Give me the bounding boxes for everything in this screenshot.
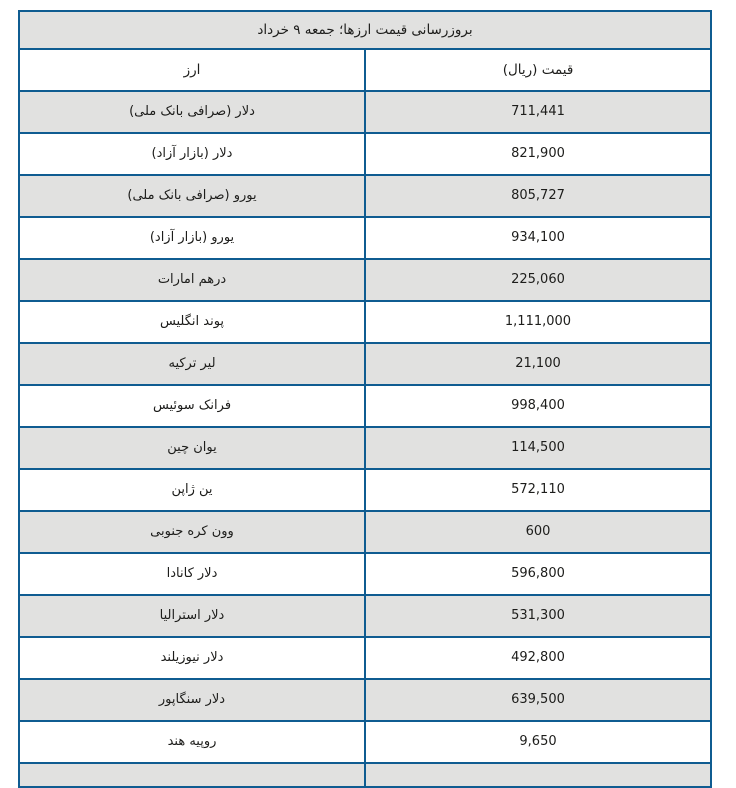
cell-price: 998,400 — [365, 385, 711, 427]
cell-currency-clipped — [19, 763, 365, 787]
table-row — [19, 385, 711, 427]
cell-currency: دلار سنگاپور — [19, 679, 365, 721]
cell-currency: فرانک سوئیس — [19, 385, 365, 427]
cell-price: 492,800 — [365, 637, 711, 679]
cell-currency: درهم امارات — [19, 259, 365, 301]
cell-price: 596,800 — [365, 553, 711, 595]
table-row — [19, 469, 711, 511]
cell-price: 531,300 — [365, 595, 711, 637]
column-header-price: قیمت (ریال) — [365, 49, 711, 91]
table-row — [19, 259, 711, 301]
table-row — [19, 721, 711, 763]
table-title-row — [19, 11, 711, 49]
column-header-currency: ارز — [19, 49, 365, 91]
cell-price: 639,500 — [365, 679, 711, 721]
cell-price: 805,727 — [365, 175, 711, 217]
cell-currency: ین ژاپن — [19, 469, 365, 511]
cell-currency: دلار کانادا — [19, 553, 365, 595]
table-row — [19, 511, 711, 553]
cell-currency: لیر ترکیه — [19, 343, 365, 385]
cell-price: 711,441 — [365, 91, 711, 133]
cell-currency: روپیه هند — [19, 721, 365, 763]
currency-rates-table — [18, 10, 712, 788]
cell-price: 934,100 — [365, 217, 711, 259]
cell-price: 114,500 — [365, 427, 711, 469]
table-row — [19, 217, 711, 259]
table-title: بروزرسانی قیمت ارزها؛ جمعه ۹ خرداد — [19, 11, 711, 49]
cell-currency: یورو (صرافی بانک ملی) — [19, 175, 365, 217]
table-header-row — [19, 49, 711, 91]
cell-currency: دلار نیوزیلند — [19, 637, 365, 679]
table-row — [19, 637, 711, 679]
cell-currency: وون کره جنوبی — [19, 511, 365, 553]
table-row — [19, 175, 711, 217]
table-row-clipped — [19, 763, 711, 787]
cell-price: 572,110 — [365, 469, 711, 511]
table-row — [19, 343, 711, 385]
cell-currency: پوند انگلیس — [19, 301, 365, 343]
cell-price-clipped — [365, 763, 711, 787]
cell-price: 9,650 — [365, 721, 711, 763]
table-body — [19, 11, 711, 787]
cell-currency: یورو (بازار آزاد) — [19, 217, 365, 259]
cell-currency: دلار استرالیا — [19, 595, 365, 637]
table-row — [19, 595, 711, 637]
cell-price: 225,060 — [365, 259, 711, 301]
table-row — [19, 91, 711, 133]
table-row — [19, 553, 711, 595]
table-row — [19, 301, 711, 343]
cell-currency: دلار (بازار آزاد) — [19, 133, 365, 175]
table-row — [19, 133, 711, 175]
table-row — [19, 679, 711, 721]
cell-currency: دلار (صرافی بانک ملی) — [19, 91, 365, 133]
table-row — [19, 427, 711, 469]
cell-price: 21,100 — [365, 343, 711, 385]
cell-price: 821,900 — [365, 133, 711, 175]
cell-currency: یوان چین — [19, 427, 365, 469]
cell-price: 600 — [365, 511, 711, 553]
cell-price: 1,111,000 — [365, 301, 711, 343]
